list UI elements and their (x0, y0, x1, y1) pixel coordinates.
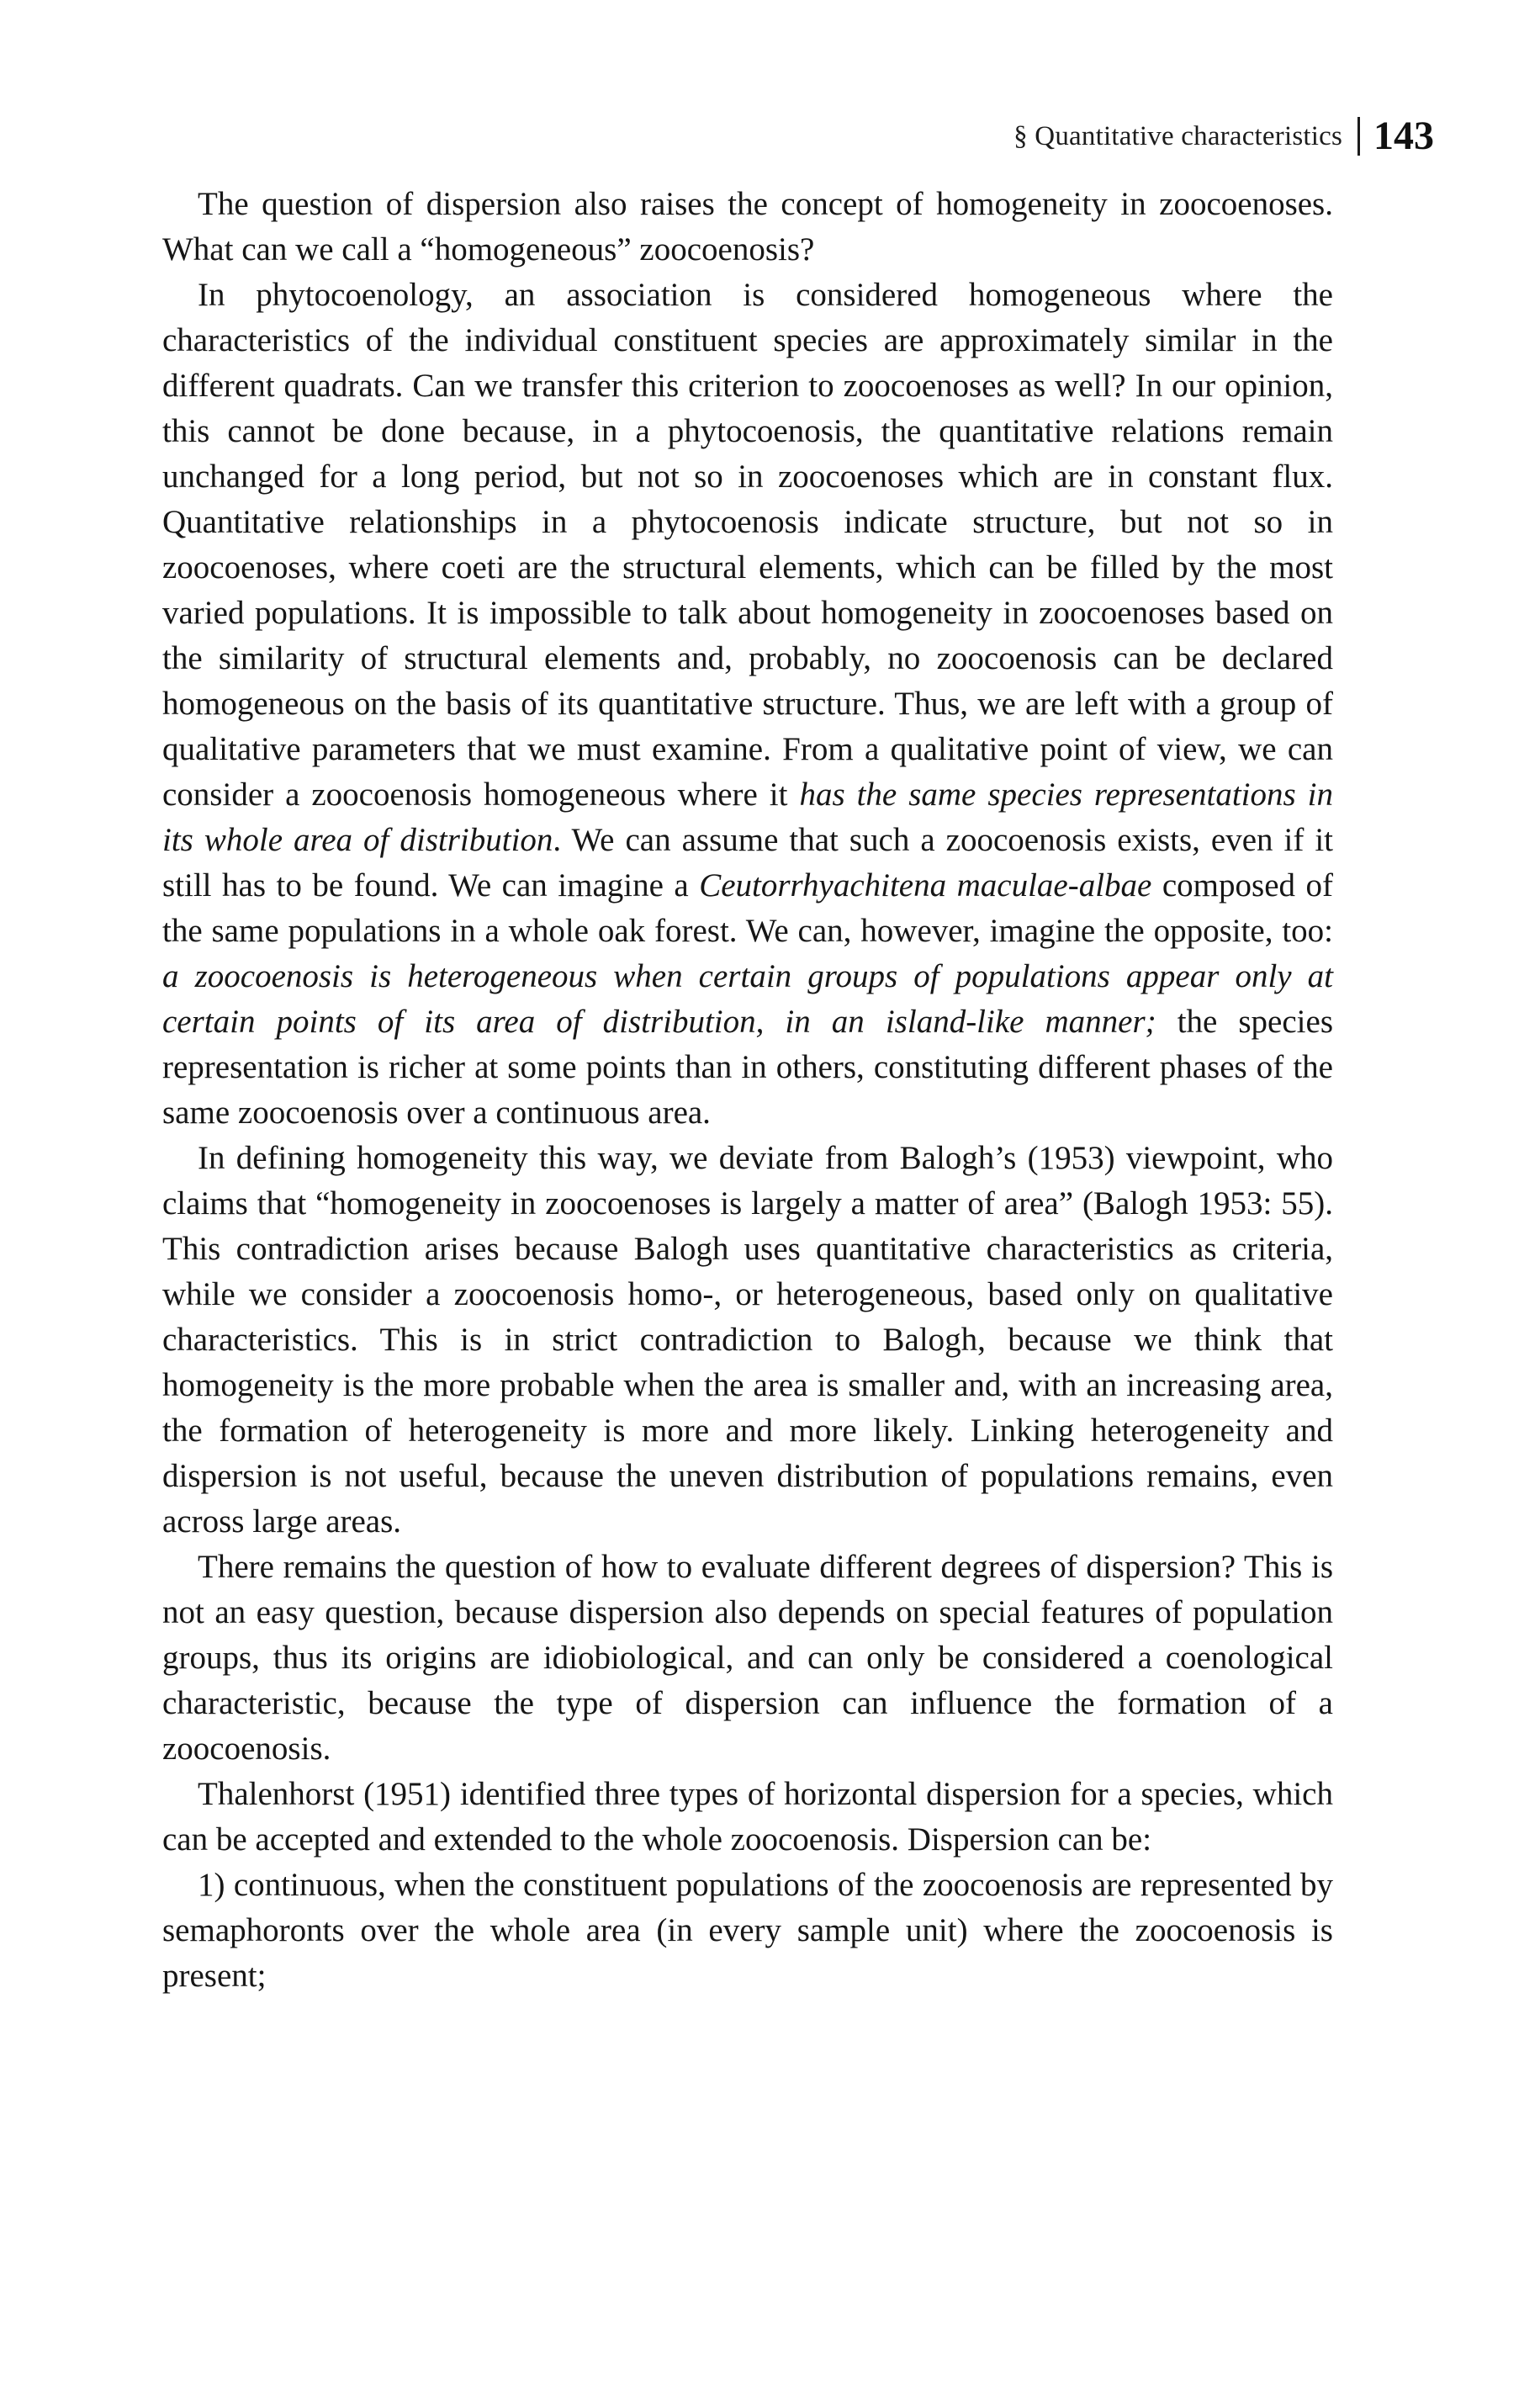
paragraph (162, 1863, 1333, 1999)
header-section-title: § Quantitative characteristics (1013, 120, 1342, 151)
italic-text-run: Ceutorrhyachitena maculae-albae (699, 867, 1152, 904)
italic-text-run: has the same species representations in its whole area of distribution (162, 776, 1333, 858)
text-run: the species representation is richer at some points than in others, constituting different phases of the same zoocoenosis over a continuous area. (162, 1004, 1333, 1131)
text-run: In phytocoenology, an association is considered homogeneous where the characteristics of the individual constituent species are approximately similar in the different quadrats. Can we transfer this criterion to zoocoenoses as well? In our opinion, this cannot be done because, in a phytocoenosis, the quantitative relations remain unchanged for a long period, but not so in zoocoenoses which are in constant flux. Quantitative relationships in a phytocoenosis indicate structure, but not so in zoocoenoses, where coeti are the structural elements, which can be filled by the most varied populations. It is impossible to talk about homogeneity in zoocoenoses based on the similarity of structural elements and, probably, no zoocoenosis can be declared homogeneous on the basis of its quantitative structure. Thus, we are left with a group of qualitative parameters that we must examine. From a qualitative point of view, we can consider a zoocoenosis homogeneous where it (162, 277, 1333, 813)
text-run: The question of dispersion also raises the concept of homogeneity in zoocoenoses. What can we call a “homogeneous” zoocoenosis? (162, 186, 1333, 268)
text-run: 1) continuous, when the constituent populations of the zoocoenosis are represented by semaphoronts over the whole area (in every sample unit) where the zoocoenosis is present; (162, 1867, 1333, 1994)
paragraph (162, 182, 1333, 273)
paragraph (162, 273, 1333, 1136)
paragraph (162, 1772, 1333, 1863)
header-divider (1357, 117, 1360, 156)
text-run: There remains the question of how to evaluate different degrees of dispersion? This is not an easy question, because dispersion also depends on special features of population groups, thus its origins are idiobiological, and can only be considered a coenological characteristic, because the type of dispersion can influence the formation of a zoocoenosis. (162, 1549, 1333, 1767)
paragraph (162, 1545, 1333, 1772)
running-header (1013, 116, 1434, 156)
body-text (162, 182, 1333, 1999)
text-run: In defining homogeneity this way, we deviate from Balogh’s (1953) viewpoint, who claims that “homogeneity in zoocoenoses is largely a matter of area” (Balogh 1953: 55). This contradiction arises because Balogh uses quantitative characteristics as criteria, while we consider a zoocoenosis homo-, or heterogeneous, based only on qualitative characteristics. This is in strict contradiction to Balogh, because we think that homogeneity is the more probable when the area is smaller and, with an increasing area, the formation of heterogeneity is more and more likely. Linking heterogeneity and dispersion is not useful, because the uneven distribution of populations remains, even across large areas. (162, 1140, 1333, 1540)
text-run: Thalenhorst (1951) identified three types of horizontal dispersion for a species, which can be accepted and extended to the whole zoocoenosis. Dispersion can be: (162, 1776, 1333, 1858)
text-run: composed of the same populations in a whole oak forest. We can, however, imagine the opposite, too: (162, 867, 1333, 949)
italic-text-run: a zoocoenosis is heterogeneous when certain groups of populations appear only at certain points of its area of distribution, in an island-like manner; (162, 958, 1333, 1040)
header-page-number: 143 (1373, 114, 1434, 158)
paragraph (162, 1136, 1333, 1545)
text-run: . We can assume that such a zoocoenosis exists, even if it still has to be found. We can imagine a (162, 822, 1333, 904)
